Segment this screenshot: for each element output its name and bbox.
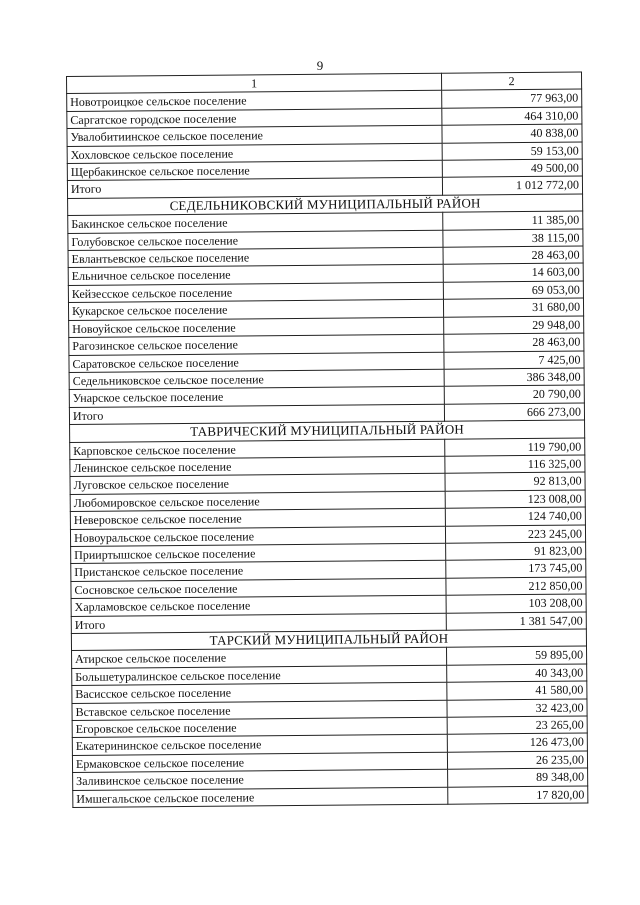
settlement-name: Хохловское сельское поселение xyxy=(67,143,442,164)
settlement-name: Саргатское городское поселение xyxy=(67,108,442,129)
settlement-name: Екатерининское сельское поселение xyxy=(72,735,447,756)
settlement-name: Заливинское сельское поселение xyxy=(73,769,448,790)
settlement-name: Васисское сельское поселение xyxy=(72,682,447,703)
settlement-amount: 49 500,00 xyxy=(442,159,582,178)
allocation-table xyxy=(66,71,588,808)
settlement-amount: 31 680,00 xyxy=(443,298,583,317)
column-header-2: 2 xyxy=(441,72,581,91)
document-sheet xyxy=(66,72,587,809)
settlement-amount: 119 790,00 xyxy=(445,438,585,457)
settlement-name: Седельниковское сельское поселение xyxy=(69,369,444,390)
settlement-name: Вставское сельское поселение xyxy=(72,700,447,721)
settlement-amount: 29 948,00 xyxy=(444,316,584,335)
settlement-amount: 38 115,00 xyxy=(443,229,583,248)
total-label: Итого xyxy=(71,613,446,634)
settlement-name: Евлантьевское сельское поселение xyxy=(68,247,443,268)
settlement-amount: 124 740,00 xyxy=(445,507,585,526)
settlement-name: Прииртышское сельское поселение xyxy=(71,543,446,564)
settlement-amount: 20 790,00 xyxy=(444,385,584,404)
settlement-amount: 7 425,00 xyxy=(444,350,584,369)
settlement-amount: 223 245,00 xyxy=(445,525,585,544)
total-amount: 666 273,00 xyxy=(444,403,584,422)
settlement-amount: 17 820,00 xyxy=(448,786,588,805)
settlement-name: Новоуйское сельское поселение xyxy=(69,317,444,338)
settlement-name: Щербакинское сельское поселение xyxy=(67,160,442,181)
settlement-amount: 212 850,00 xyxy=(446,577,586,596)
settlement-amount: 59 895,00 xyxy=(447,646,587,665)
settlement-name: Кукарское сельское поселение xyxy=(68,299,443,320)
settlement-amount: 103 208,00 xyxy=(446,594,586,613)
district-heading: ТАВРИЧЕСКИЙ МУНИЦИПАЛЬНЫЙ РАЙОН xyxy=(70,420,585,442)
settlement-amount: 23 265,00 xyxy=(447,716,587,735)
settlement-name: Бакинское сельское поселение xyxy=(68,212,443,233)
settlement-amount: 26 235,00 xyxy=(447,751,587,770)
settlement-amount: 116 325,00 xyxy=(445,455,585,474)
settlement-name: Новоуральское сельское поселение xyxy=(70,526,445,547)
settlement-name: Большетуралинское сельское поселение xyxy=(72,665,447,686)
settlement-amount: 91 823,00 xyxy=(446,542,586,561)
settlement-amount: 69 053,00 xyxy=(443,281,583,300)
settlement-amount: 59 153,00 xyxy=(442,142,582,161)
settlement-name: Имшегальское сельское поселение xyxy=(73,787,448,808)
settlement-name: Увалобитиинское сельское поселение xyxy=(67,125,442,146)
settlement-amount: 386 348,00 xyxy=(444,368,584,387)
settlement-name: Атирское сельское поселение xyxy=(72,648,447,669)
settlement-amount: 40 343,00 xyxy=(447,664,587,683)
settlement-name: Любомировское сельское поселение xyxy=(70,491,445,512)
settlement-amount: 11 385,00 xyxy=(443,211,583,230)
page-number: 9 xyxy=(316,58,324,73)
settlement-name: Саратовское сельское поселение xyxy=(69,352,444,373)
settlement-amount: 77 963,00 xyxy=(442,89,582,108)
settlement-amount: 14 603,00 xyxy=(443,263,583,282)
settlement-name: Ленинское сельское поселение xyxy=(70,456,445,477)
settlement-name: Пристанское сельское поселение xyxy=(71,561,446,582)
total-amount: 1 012 772,00 xyxy=(442,176,582,195)
settlement-amount: 40 838,00 xyxy=(442,124,582,143)
district-heading: ТАРСКИЙ МУНИЦИПАЛЬНЫЙ РАЙОН xyxy=(71,629,586,651)
total-amount: 1 381 547,00 xyxy=(446,612,586,631)
settlement-amount: 32 423,00 xyxy=(447,699,587,718)
settlement-amount: 41 580,00 xyxy=(447,681,587,700)
settlement-name: Сосновское сельское поселение xyxy=(71,578,446,599)
settlement-name: Унарское сельское поселение xyxy=(69,387,444,408)
settlement-name: Харламовское сельское поселение xyxy=(71,595,446,616)
settlement-name: Рагозинское сельское поселение xyxy=(69,334,444,355)
settlement-amount: 126 473,00 xyxy=(447,733,587,752)
settlement-amount: 28 463,00 xyxy=(443,246,583,265)
allocation-table-body xyxy=(67,72,588,808)
settlement-amount: 123 008,00 xyxy=(445,490,585,509)
settlement-name: Кейзесское сельское поселение xyxy=(68,282,443,303)
settlement-name: Новотроицкое сельское поселение xyxy=(67,91,442,112)
settlement-name: Ельничное сельское поселение xyxy=(68,265,443,286)
column-header-1: 1 xyxy=(67,73,442,94)
settlement-amount: 464 310,00 xyxy=(442,107,582,126)
settlement-name: Луговское сельское поселение xyxy=(70,474,445,495)
settlement-amount: 89 348,00 xyxy=(448,768,588,787)
district-heading: СЕДЕЛЬНИКОВСКИЙ МУНИЦИПАЛЬНЫЙ РАЙОН xyxy=(68,194,583,216)
total-label: Итого xyxy=(69,404,444,425)
settlement-amount: 173 745,00 xyxy=(446,559,586,578)
total-label: Итого xyxy=(67,178,442,199)
settlement-name: Карповское сельское поселение xyxy=(70,439,445,460)
settlement-name: Голубовское сельское поселение xyxy=(68,230,443,251)
settlement-name: Ермаковское сельское поселение xyxy=(72,752,447,773)
settlement-amount: 92 813,00 xyxy=(445,472,585,491)
settlement-amount: 28 463,00 xyxy=(444,333,584,352)
settlement-name: Егоровское сельское поселение xyxy=(72,717,447,738)
settlement-name: Неверовское сельское поселение xyxy=(70,508,445,529)
